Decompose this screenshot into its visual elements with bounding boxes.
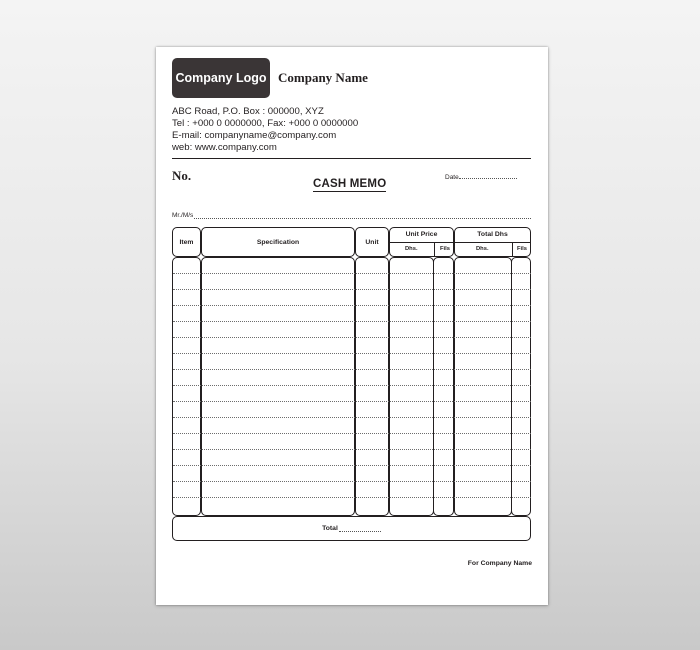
header-unit-price-label: Unit Price: [405, 231, 438, 238]
header-total-dhs-dhs: Dhs.: [476, 246, 489, 252]
header-total-dhs-label: Total Dhs: [477, 231, 508, 238]
table-row-line: [173, 401, 531, 402]
table-row-line: [173, 369, 531, 370]
header-unit-price-subdivider: [390, 242, 453, 243]
date-blank-line: [459, 173, 517, 179]
table-row-line: [173, 273, 531, 274]
date-label: Date: [445, 174, 459, 181]
company-web: web: www.company.com: [172, 142, 277, 153]
table-row-line: [173, 433, 531, 434]
header-unit: [355, 227, 389, 257]
table-row-line: [173, 321, 531, 322]
table-row-line: [173, 305, 531, 306]
table-row-line: [173, 385, 531, 386]
memo-title: CASH MEMO: [313, 178, 387, 190]
column-unit-price-dhs: [389, 257, 434, 516]
table-row-line: [173, 449, 531, 450]
signature-label: For Company Name: [467, 560, 532, 567]
company-name: Company Name: [278, 70, 368, 85]
date-field: [445, 173, 517, 181]
column-item: [172, 257, 201, 516]
table-row-line: [173, 465, 531, 466]
header-unit-price-fils: Fils: [440, 246, 450, 252]
header-total-dhs-column-divider: [512, 242, 513, 256]
column-unit: [355, 257, 389, 516]
header-unit-price-dhs: Dhs.: [405, 246, 418, 252]
header-divider: [172, 158, 531, 159]
column-unit-price-fils: [433, 257, 454, 516]
header-total-dhs-fils: Fils: [517, 246, 527, 252]
column-total-fils: [511, 257, 531, 516]
table-row-line: [173, 289, 531, 290]
header-specification: [201, 227, 355, 257]
header-item: [172, 227, 201, 257]
customer-label: Mr./M/s: [172, 212, 194, 219]
table-row-line: [173, 497, 531, 498]
table-row-line: [173, 481, 531, 482]
header-unit-price-column-divider: [434, 242, 435, 256]
header-unit-price: [389, 227, 454, 257]
header-specification-label: Specification: [256, 238, 300, 246]
company-logo-text: Company Logo: [175, 71, 267, 85]
header-total-dhs: [454, 227, 531, 257]
table-row-line: [173, 337, 531, 338]
column-total-dhs: [454, 257, 512, 516]
table-row-line: [173, 353, 531, 354]
company-phone-fax: Tel : +000 0 0000000, Fax: +000 0 0000000: [172, 118, 359, 129]
company-logo: [172, 58, 270, 98]
column-specification: [201, 257, 355, 516]
company-contact-block: [172, 106, 358, 154]
header-item-label: Item: [179, 238, 194, 246]
total-row: [172, 516, 531, 541]
cash-memo-sheet: [156, 47, 548, 605]
customer-blank-line: [194, 213, 531, 219]
total-label: Total: [322, 525, 338, 532]
table-row-line: [173, 417, 531, 418]
header-unit-label: Unit: [365, 238, 379, 246]
company-email: E-mail: companyname@company.com: [172, 130, 337, 141]
header-total-dhs-subdivider: [455, 242, 530, 243]
company-address: ABC Road, P.O. Box : 000000, XYZ: [172, 106, 324, 117]
customer-field: [172, 212, 531, 219]
total-blank-line: [339, 526, 381, 532]
memo-number-label: No.: [172, 168, 192, 183]
